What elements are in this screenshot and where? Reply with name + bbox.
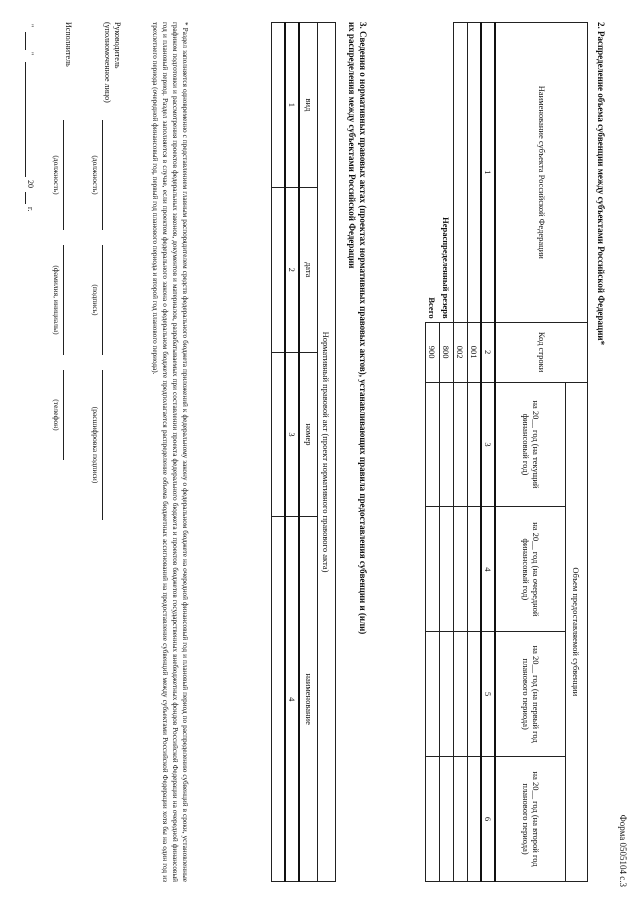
executor-fio-caption: (фамилия, инициалы) xyxy=(52,265,61,335)
line-code-cell: 002 xyxy=(454,322,468,382)
legal-acts-table xyxy=(271,22,336,882)
head-position-line xyxy=(102,120,103,230)
date-year-line xyxy=(25,192,26,204)
reserve-code: 800 xyxy=(440,322,454,382)
footnote: * Раздел заполняется одновременно с представлением главным распорядителем средств федерального бюджета приложений к федеральному закону о федеральном бюджете на очередной финансовый год и плановый период по распределению субвенций в сроки, установленные графиком подготовки и рассмотрения проектов федеральных законов, документов и материалов, разрабатываемых при составлении проекта федерального бюджета и проектов бюджетов государственных внебюджетных фондов Российской Федерации на очередной финансовый год и плановый период. Раздел заполняется в случае, если проектом федерального закона о федеральном бюджете предполагается распределение объема бюджетных ассигнований на предоставление субвенций между субъектами Российской Федерации хотя бы на один год из трехлетнего периода (очередной финансовый год, первый год планового периода и второй год планового периода). xyxy=(151,22,189,882)
executor-position-line xyxy=(63,120,64,230)
section2-title: 2. Распределение объема субвенции между субъектами Российской Федерации* xyxy=(596,22,606,346)
col-year-plan2: на 20__ год (на второй год планового периода) xyxy=(496,757,566,882)
head-signature-caption: (подпись) xyxy=(91,284,100,316)
region-name-cell xyxy=(468,23,482,323)
executor-label: Исполнитель xyxy=(64,22,73,67)
reserve-label: Нераспределенный резерв xyxy=(440,23,454,323)
head-sub: (уполномоченное лицо) xyxy=(103,22,112,103)
executor-phone-caption: (телефон) xyxy=(52,399,61,431)
col-act-type: вид xyxy=(300,23,318,188)
num-cell: 4 xyxy=(286,517,300,882)
reserve-row xyxy=(440,23,454,882)
subvention-distribution-table xyxy=(425,22,588,882)
col-year-plan1: на 20__ год (на первый год планового периода) xyxy=(496,632,566,757)
form-code: Форма 0505104 с.3 xyxy=(618,814,628,887)
num-cell: 3 xyxy=(286,352,300,517)
col-region-name: Наименование субъекта Российской Федерации xyxy=(496,23,588,323)
num-cell: 5 xyxy=(482,632,496,757)
table-row xyxy=(272,23,286,882)
table-row xyxy=(454,23,468,882)
col-volume: Объем предоставляемой субвенции xyxy=(566,382,588,881)
col-year-next: на 20__ год (на очередной финансовый год) xyxy=(496,507,566,632)
section3-title: 3. Сведения о нормативных правовых актах (проектах нормативных правовых актов), устанавливающих правила предоставления субвенции и (или) их распределения между субъектами Российской Федерации xyxy=(347,22,368,635)
total-code: 900 xyxy=(426,322,440,382)
table-row xyxy=(468,23,482,882)
region-name-cell xyxy=(454,23,468,323)
executor-fio-line xyxy=(63,245,64,355)
col-act-number: номер xyxy=(300,352,318,517)
executor-phone-line xyxy=(63,370,64,460)
num-cell: 1 xyxy=(286,23,300,188)
executor-position-caption: (должность) xyxy=(52,155,61,195)
date-day-line xyxy=(25,32,26,50)
num-cell: 1 xyxy=(482,23,496,323)
num-cell: 2 xyxy=(482,322,496,382)
date-year-suffix: г. xyxy=(26,207,35,212)
num-cell: 3 xyxy=(482,382,496,507)
col-line-code: Код строки xyxy=(496,322,588,382)
col-year-current: на 20__ год (на текущий финансовый год) xyxy=(496,382,566,507)
total-label: Всего xyxy=(427,297,438,319)
line-code-cell: 001 xyxy=(468,322,482,382)
head-decode-caption: (расшифровка подписи) xyxy=(91,406,100,484)
head-decode-line xyxy=(102,370,103,520)
col-act-date: дата xyxy=(300,187,318,352)
legal-act-header: Нормативный правовой акт (проект нормативного правового акта) xyxy=(318,23,336,882)
head-position-caption: (должность) xyxy=(91,155,100,195)
head-signature-line xyxy=(102,245,103,355)
head-label: Руководитель xyxy=(113,22,122,69)
date-quote-open: " xyxy=(26,24,35,28)
total-row xyxy=(426,23,440,882)
date-quote-close: " xyxy=(26,52,35,56)
num-cell: 2 xyxy=(286,187,300,352)
num-cell: 4 xyxy=(482,507,496,632)
col-act-title: наименование xyxy=(300,517,318,882)
date-month-line xyxy=(25,62,26,177)
num-cell: 6 xyxy=(482,757,496,882)
date-year-prefix: 20 xyxy=(26,180,35,188)
rotated-form xyxy=(10,10,630,895)
